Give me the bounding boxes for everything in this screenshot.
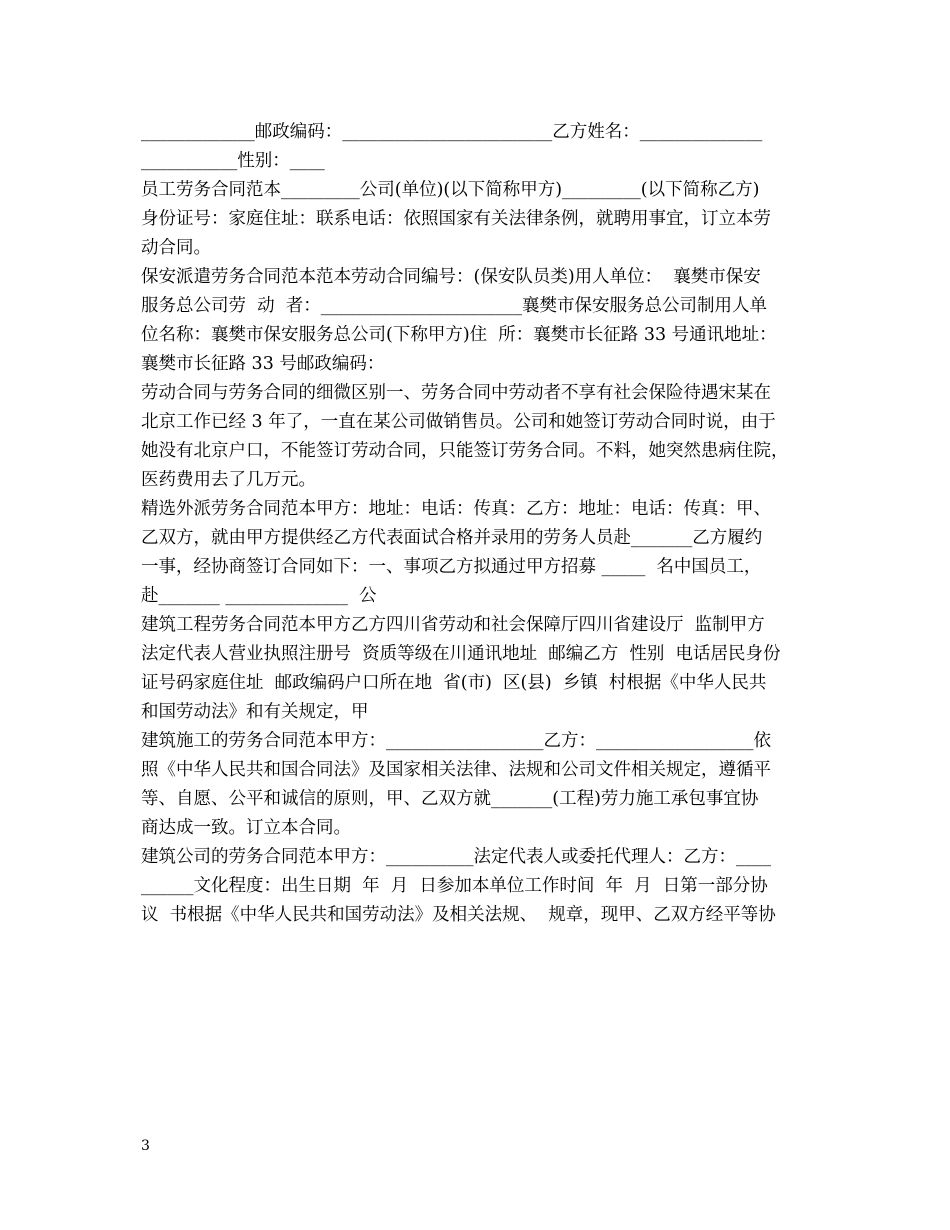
text-line: 保安派遣劳务合同范本范本劳动合同编号：(保安队员类)用人单位： 襄樊市保安 [141,267,761,287]
page-number: 3 [141,1138,150,1154]
text-line: 建筑公司的劳务合同范本甲方：__________法定代表人或委托代理人：乙方：____ [141,847,771,867]
text-line: 乙双方，就由甲方提供经乙方代表面试合格并录用的劳务人员赴_______乙方履约 [141,528,763,548]
text-line: 服务总公司劳 动 者：_______________________襄樊市保安服务总公司制用人单 [141,296,767,316]
text-line: 一事，经协商签订合同如下：一、事项乙方拟通过甲方招募 _____ 名中国员工， [141,557,762,577]
text-line: 赴_______ ______________ 公 [141,586,377,606]
text-line: 等、自愿、公平和诚信的原则，甲、乙双方就_______(工程)劳力施工承包事宜协 [141,789,759,809]
text-line: 员工劳务合同范本_________公司(单位)(以下简称甲方)_________(以下简称乙方) [141,180,760,200]
text-line: 医药费用去了几万元。 [141,470,316,490]
text-line: 照《中华人民共和国合同法》及国家相关法律、法规和公司文件相关规定，遵循平 [141,760,771,780]
text-line: 襄樊市长征路 33 号邮政编码： [141,354,385,374]
text-line: 精选外派劳务合同范本甲方：地址：电话：传真：乙方：地址：电话：传真：甲、 [141,499,771,519]
text-line: 她没有北京户口，不能签订劳动合同，只能签订劳务合同。不料，她突然患病住院， [141,441,789,461]
text-line: 劳动合同与劳务合同的细微区别一、劳务合同中劳动者不享有社会保险待遇宋某在 [141,383,771,403]
text-line: ______文化程度：出生日期 年 月 日参加本单位工作时间 年 月 日第一部分协 [141,876,768,896]
text-line: 建筑工程劳务合同范本甲方乙方四川省劳动和社会保障厅四川省建设厅 监制甲方 [141,615,765,635]
document-body [141,118,813,930]
text-line: 位名称：襄樊市保安服务总公司(下称甲方)住 所：襄樊市长征路 33 号通讯地址： [141,325,777,345]
text-line: 建筑施工的劳务合同范本甲方：__________________乙方：__________________依 [141,731,771,751]
text-line: _____________邮政编码：________________________乙方姓名：______________ [141,122,763,142]
text-line: 商达成一致。订立本合同。 [141,818,351,838]
text-line: 证号码家庭住址 邮政编码户口所在地 省(市) 区(县) 乡镇 村根据《中华人民共 [141,673,767,693]
text-line: ___________性别：____ [141,151,325,171]
text-line: 身份证号：家庭住址：联系电话：依照国家有关法律条例，就聘用事宜，订立本劳 [141,209,771,229]
text-line: 法定代表人营业执照注册号 资质等级在川通讯地址 邮编乙方 性别 电话居民身份 [141,644,781,664]
text-line: 动合同。 [141,238,211,258]
text-line: 北京工作已经 3 年了，一直在某公司做销售员。公司和她签订劳动合同时说，由于 [141,412,776,432]
text-line: 议 书根据《中华人民共和国劳动法》及相关法规、 规章，现甲、乙双方经平等协 [141,905,776,925]
text-line: 和国劳动法》和有关规定，甲 [141,702,369,722]
